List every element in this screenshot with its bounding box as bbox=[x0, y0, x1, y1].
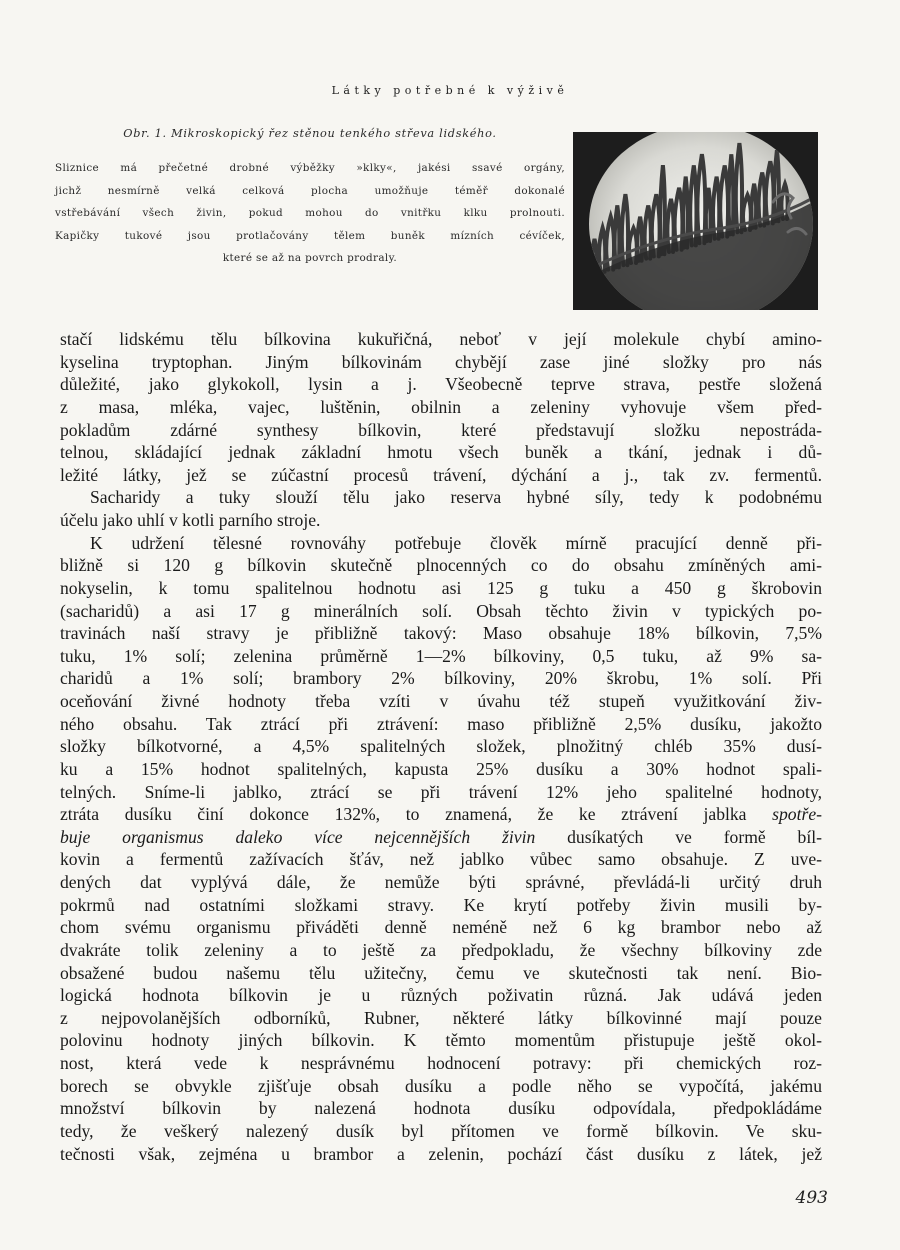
text-segment: pokrmů nad ostatními složkami stravy. Ke krytí potřeby živin musili by- bbox=[60, 894, 822, 915]
text-segment: množství bílkovin by nalezená hodnota dusíku odpovídala, předpokládáme bbox=[60, 1098, 822, 1119]
text-segment: dvakráte tolik zeleniny a to ještě za předpokladu, že všechny bílkoviny zde bbox=[60, 939, 822, 960]
text-segment: K udržení tělesné rovnováhy potřebuje člověk mírně pracující denně při- bbox=[90, 532, 822, 553]
caption-title: Obr. 1. Mikroskopický řez stěnou tenkého střeva lidského. bbox=[123, 127, 497, 140]
text-line bbox=[60, 713, 822, 736]
text-line bbox=[60, 962, 822, 985]
caption-line: Sliznice má přečetné drobné výběžky »klky«, jakési ssavé orgány, bbox=[55, 162, 565, 174]
text-line bbox=[60, 803, 822, 826]
text-segment: bližně si 120 g bílkovin skutečně plnocenných co do obsahu zmíněných ami- bbox=[60, 555, 822, 576]
text-line bbox=[60, 373, 822, 396]
caption-line: vstřebávání všech živin, pokud mohou do vnitřku klku prolnouti. bbox=[55, 207, 565, 219]
text-segment: charidů a 1% solí; brambory 2% bílkoviny, 20% škrobu, 1% solí. Při bbox=[60, 668, 822, 689]
text-line bbox=[60, 781, 822, 804]
text-segment: telných. Sníme-li jablko, ztrácí se při trávení 12% jeho spalitelné hodnoty, bbox=[60, 781, 822, 802]
text-line bbox=[60, 690, 822, 713]
text-line bbox=[60, 396, 822, 419]
microscopic-image bbox=[573, 132, 818, 310]
text-line bbox=[60, 1143, 822, 1166]
text-segment: polovinu hodnoty jiných bílkovin. K těmto momentům přistupuje ještě okol- bbox=[60, 1030, 822, 1051]
text-segment: složky bílkotvorné, a 4,5% spalitelných složek, plnožitný chléb 35% dusí- bbox=[60, 736, 822, 757]
text-segment: telnou, skládající jednak základní hmotu všech buněk a tkání, jednak i dů- bbox=[60, 442, 822, 463]
text-line bbox=[60, 441, 822, 464]
text-segment: dených dat vyplývá dále, že nemůže býti správné, převládá-li určitý druh bbox=[60, 872, 822, 892]
caption-line: jichž nesmírně velká celková plocha umožňuje téměř dokonalé bbox=[55, 184, 565, 197]
text-segment: dusíkatých ve formě bíl- bbox=[535, 826, 822, 847]
text-line bbox=[60, 645, 822, 668]
text-segment: borech se obvykle zjišťuje obsah dusíku a podle něho se vypočítá, jakému bbox=[60, 1075, 822, 1096]
text-line bbox=[60, 1052, 822, 1075]
text-segment: nost, která vede k nesprávnému hodnocení potravy: při chemických roz- bbox=[60, 1053, 822, 1073]
text-line bbox=[60, 486, 822, 509]
text-line bbox=[60, 1097, 822, 1120]
text-line bbox=[60, 939, 822, 962]
text-segment: účelu jako uhlí v kotli parního stroje. bbox=[60, 510, 321, 530]
text-line bbox=[60, 1007, 822, 1030]
text-segment: tedy, že veškerý nalezený dusík byl přítomen ve formě bílkovin. Ve sku- bbox=[60, 1120, 822, 1141]
text-line bbox=[60, 735, 822, 758]
text-segment: ztráta dusíku činí dokonce 132%, to znamená, že ke ztrávení jablka bbox=[60, 804, 773, 825]
text-line bbox=[60, 871, 822, 894]
text-segment: z nejpovolanějších odborníků, Rubner, některé látky bílkovinné mají pouze bbox=[60, 1007, 822, 1028]
figure-caption bbox=[55, 124, 565, 270]
page-number: 493 bbox=[795, 1188, 828, 1208]
text-line bbox=[60, 419, 822, 442]
text-line bbox=[60, 984, 822, 1007]
text-segment: důležité, jako glykokoll, lysin a j. Všeobecně teprve strava, pestře složená bbox=[60, 374, 822, 395]
text-line bbox=[60, 509, 822, 532]
text-segment: obsažené budou našemu tělu užitečny, čemu ve skutečnosti tak není. Bio- bbox=[60, 962, 822, 983]
text-line bbox=[60, 577, 822, 600]
text-segment: logická hodnota bílkovin je u různých poživatin různá. Jak udává jeden bbox=[60, 985, 822, 1006]
text-line bbox=[60, 600, 822, 623]
text-line bbox=[60, 1120, 822, 1143]
text-line bbox=[60, 1029, 822, 1052]
body-text bbox=[60, 328, 822, 1165]
text-segment: pokladům zdárné synthesy bílkovin, které představují složku nepostráda- bbox=[60, 419, 822, 440]
text-segment: kyselina tryptophan. Jiným bílkovinám chybějí zase jiné složky pro nás bbox=[60, 351, 822, 372]
text-line bbox=[60, 622, 822, 645]
text-segment: ležité látky, jež se zúčastní procesů trávení, dýchání a j., tak zv. fermentů. bbox=[60, 464, 822, 485]
text-segment: oceňování živné hodnoty třeba vzíti v úvahu též stupeň využitkování živ- bbox=[60, 691, 822, 711]
text-line bbox=[60, 894, 822, 917]
running-head: Látky potřebné k výživě bbox=[331, 84, 569, 97]
text-segment: Sacharidy a tuky slouží tělu jako reserva hybné síly, tedy k podobnému bbox=[90, 487, 822, 508]
text-line bbox=[60, 758, 822, 781]
text-line bbox=[60, 532, 822, 555]
text-line bbox=[60, 848, 822, 871]
text-segment: tečnosti však, zejména u brambor a zelenin, pochází část dusíku z látek, jež bbox=[60, 1143, 822, 1164]
text-line bbox=[60, 916, 822, 939]
text-segment: chom svému organismu přiváděti denně neméně než 6 kg brambor nebo až bbox=[60, 917, 822, 938]
emphasis-text: buje organismus daleko více nejcennějších živin bbox=[60, 826, 536, 847]
text-segment: kovin a fermentů zažívacích šťáv, než jablko vůbec samo obsahuje. Z uve- bbox=[60, 849, 822, 870]
text-line bbox=[60, 351, 822, 374]
caption-line: které se až na povrch prodraly. bbox=[222, 252, 398, 264]
text-segment: tuku, 1% solí; zelenina průměrně 1—2% bílkoviny, 0,5 tuku, až 9% sa- bbox=[60, 645, 822, 666]
text-line bbox=[60, 826, 822, 849]
text-segment: stačí lidskému tělu bílkovina kukuřičná, neboť v její molekule chybí amino- bbox=[60, 329, 822, 349]
text-segment: z masa, mléka, vajec, luštěnin, obilnin a zeleniny vyhovuje všem před- bbox=[60, 396, 822, 417]
text-segment: ku a 15% hodnot spalitelných, kapusta 25% dusíku a 30% hodnot spali- bbox=[60, 758, 822, 779]
text-line bbox=[60, 1075, 822, 1098]
text-line bbox=[60, 554, 822, 577]
text-line bbox=[60, 667, 822, 690]
text-segment: nokyselin, k tomu spalitelnou hodnotu asi 125 g tuku a 450 g škrobovin bbox=[60, 577, 822, 598]
text-segment: ného obsahu. Tak ztrácí při ztrávení: maso přibližně 2,5% dusíku, jakožto bbox=[60, 713, 822, 734]
text-line bbox=[60, 464, 822, 487]
text-segment: (sacharidů) a asi 17 g minerálních solí. Obsah těchto živin v typických po- bbox=[60, 600, 822, 621]
caption-line: Kapičky tukové jsou protlačovány tělem buněk mízních cévíček, bbox=[55, 229, 565, 242]
emphasis-text: spotře- bbox=[772, 804, 822, 825]
text-segment: travinách naší stravy je přibližně takový: Maso obsahuje 18% bílkovin, 7,5% bbox=[60, 623, 822, 644]
text-line bbox=[60, 328, 822, 351]
